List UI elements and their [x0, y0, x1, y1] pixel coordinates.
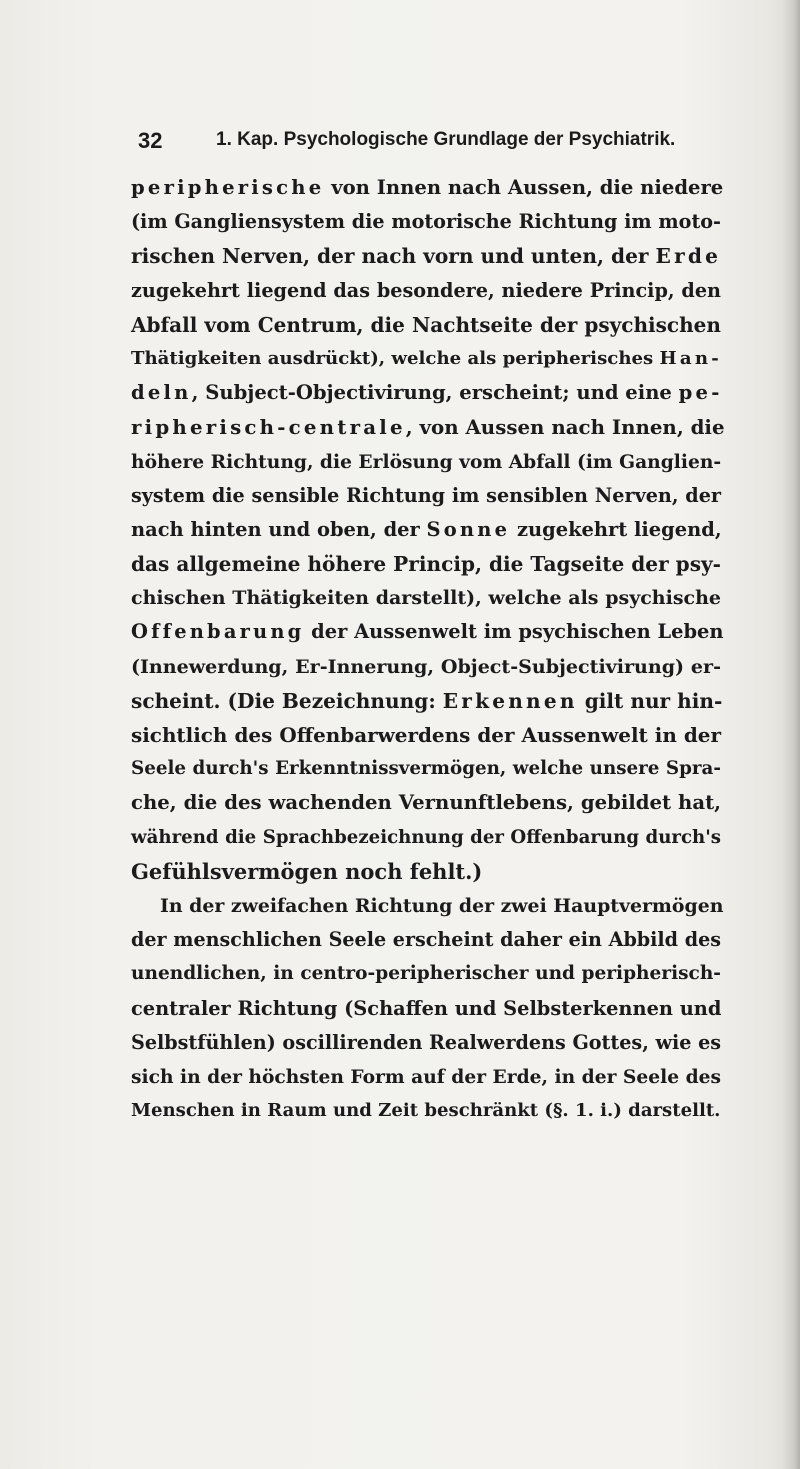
text-line: Abfall vom Centrum, die Nachtseite der psychischen: [131, 312, 721, 337]
emphasis-spaced: deln: [131, 381, 192, 405]
text-line: centraler Richtung (Schaffen und Selbsterkennen und: [131, 996, 722, 1020]
text-line: zugekehrt liegend das besondere, niedere Princip, den: [131, 278, 721, 302]
text-line: sich in der höchsten Form auf der Erde, in der Seele des: [131, 1065, 721, 1088]
text-line: chischen Thätigkeiten darstellt), welche als psychische: [131, 587, 721, 610]
text-line: che, die des wachenden Vernunftlebens, gebildet hat,: [131, 791, 721, 815]
text-run: zugekehrt liegend,: [510, 517, 722, 541]
text-line: [131, 684, 721, 718]
text-run: scheint. (Die Bezeichnung:: [131, 688, 443, 713]
text-line: höhere Richtung, die Erlösung vom Abfall (im Ganglien-: [131, 450, 722, 473]
text-run: Thätigkeiten ausdrückt), welche als peripherisches: [131, 347, 660, 369]
text-line: (im Gangliensystem die motorische Richtung im moto-: [131, 210, 721, 234]
text-line: unendlichen, in centro-peripherischer und peripherisch-: [131, 963, 721, 985]
text-run: rischen Nerven, der nach vorn und unten, der: [131, 244, 656, 269]
text-run: , Subject-Objectivirung, erscheint; und eine: [191, 381, 679, 405]
text-line: [131, 342, 721, 376]
emphasis-spaced: Offenbarung: [131, 620, 305, 644]
text-line: Menschen in Raum und Zeit beschränkt (§. 1. i.) darstellt.: [131, 1100, 721, 1122]
page-number: 32: [138, 128, 163, 153]
page-header: [138, 128, 698, 160]
text-run: gilt nur hin-: [577, 688, 723, 713]
emphasis-spaced: Erde: [655, 244, 722, 269]
body-text: [131, 171, 725, 1128]
running-head: 1. Kap. Psychologische Grundlage der Psychiatrik.: [216, 129, 676, 150]
text-line: system die sensible Richtung im sensiblen Nerven, der: [131, 483, 721, 507]
emphasis-spaced: Han-: [659, 347, 722, 369]
text-line: In der zweifachen Richtung der zwei Hauptvermögen: [160, 894, 724, 917]
text-line: [131, 239, 721, 273]
page-edge-shadow: [782, 0, 800, 1469]
text-run: nach hinten und oben, der: [131, 517, 427, 541]
text-line: während die Sprachbezeichnung der Offenbarung durch's: [131, 826, 721, 848]
text-run: , von Aussen nach Innen, die: [405, 415, 725, 440]
emphasis-spaced: Erkennen: [442, 688, 578, 713]
emphasis-spaced: pe-: [678, 381, 723, 405]
text-line: Seele durch's Erkenntnissvermögen, welche unsere Spra-: [131, 758, 721, 780]
text-line: der menschlichen Seele erscheint daher ein Abbild des: [131, 928, 721, 952]
emphasis-spaced: peripherische: [131, 176, 325, 199]
emphasis-spaced: Sonne: [426, 517, 511, 541]
text-line: Gefühlsvermögen noch fehlt.): [131, 858, 483, 884]
text-run: der Aussenwelt im psychischen Leben: [304, 620, 724, 644]
text-line: (Innewerdung, Er-Innerung, Object-Subjectivirung) er-: [131, 655, 721, 678]
emphasis-spaced: ripherisch-centrale: [131, 415, 406, 440]
text-line: [131, 410, 725, 444]
text-line: [131, 376, 721, 410]
text-line: [131, 513, 721, 547]
text-line: [131, 171, 724, 205]
text-line: das allgemeine höhere Princip, die Tagseite der psy-: [131, 552, 721, 577]
text-line: [131, 615, 724, 649]
text-line: sichtlich des Offenbarwerdens der Aussenwelt in der: [131, 723, 721, 747]
text-run: von Innen nach Aussen, die niedere: [324, 176, 724, 199]
text-line: Selbstfühlen) oscillirenden Realwerdens Gottes, wie es: [131, 1030, 722, 1054]
